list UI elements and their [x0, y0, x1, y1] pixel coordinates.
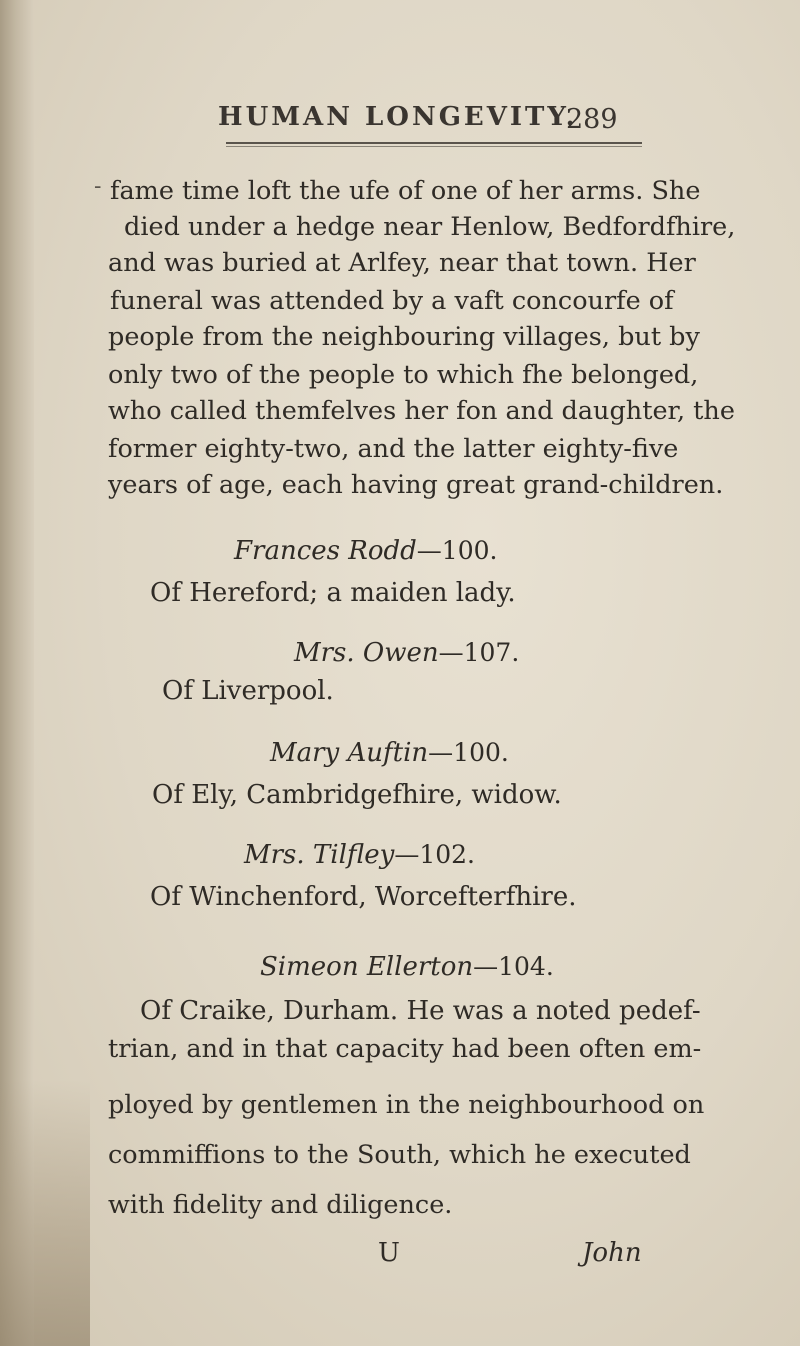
margin-mark: -: [94, 174, 102, 199]
text-line: funeral was attended by a vaft concourfe of: [110, 286, 674, 316]
catchword: John: [582, 1238, 642, 1268]
entry-age: —102.: [394, 840, 475, 869]
text-line: fame time loft the ufe of one of her arms. She: [110, 176, 701, 206]
entry-name: Mary Auftin—100.: [270, 738, 509, 768]
entry-place: Of Hereford; a maiden lady.: [150, 578, 516, 608]
text-line: former eighty-two, and the latter eighty-five: [108, 434, 679, 464]
entry-age: —104.: [473, 952, 554, 981]
page-stain: [0, 1080, 90, 1346]
text-line: people from the neighbouring villages, but by: [108, 322, 700, 352]
entry-name: Simeon Ellerton—104.: [260, 952, 554, 982]
text-line: who called themfelves her fon and daughter, the: [108, 396, 735, 426]
page-header: [210, 102, 640, 142]
entry-place: Of Ely, Cambridgefhire, widow.: [152, 780, 562, 810]
text-line: only two of the people to which fhe belonged,: [108, 360, 699, 390]
text-line: and was buried at Arlfey, near that town. Her: [108, 248, 696, 278]
entry-place: Of Liverpool.: [162, 676, 334, 706]
entry-place: Of Winchenford, Worcefterfhire.: [150, 882, 577, 912]
entry-place: Of Craike, Durham. He was a noted pedef-: [140, 996, 701, 1026]
entry-age: —107.: [438, 638, 520, 667]
entry-name: Frances Rodd—100.: [234, 536, 498, 566]
text-line: commiffions to the South, which he executed: [108, 1140, 691, 1170]
signature-mark: U: [378, 1238, 400, 1268]
entry-age: —100.: [416, 536, 498, 565]
text-line: with fidelity and diligence.: [108, 1190, 453, 1220]
entry-name: Mrs. Tilfley—102.: [244, 840, 475, 870]
running-head: HUMAN LONGEVITY.: [218, 102, 578, 132]
entry-age: —100.: [428, 738, 509, 767]
page-number: 289: [566, 104, 618, 135]
text-line: ployed by gentlemen in the neighbourhood on: [108, 1090, 705, 1120]
text-line: died under a hedge near Henlow, Bedfordfhire,: [124, 212, 736, 242]
text-line: trian, and in that capacity had been often em-: [108, 1034, 702, 1064]
text-line: years of age, each having great grand-children.: [108, 470, 724, 500]
header-rule: [226, 142, 642, 147]
entry-name: Mrs. Owen—107.: [294, 638, 520, 668]
